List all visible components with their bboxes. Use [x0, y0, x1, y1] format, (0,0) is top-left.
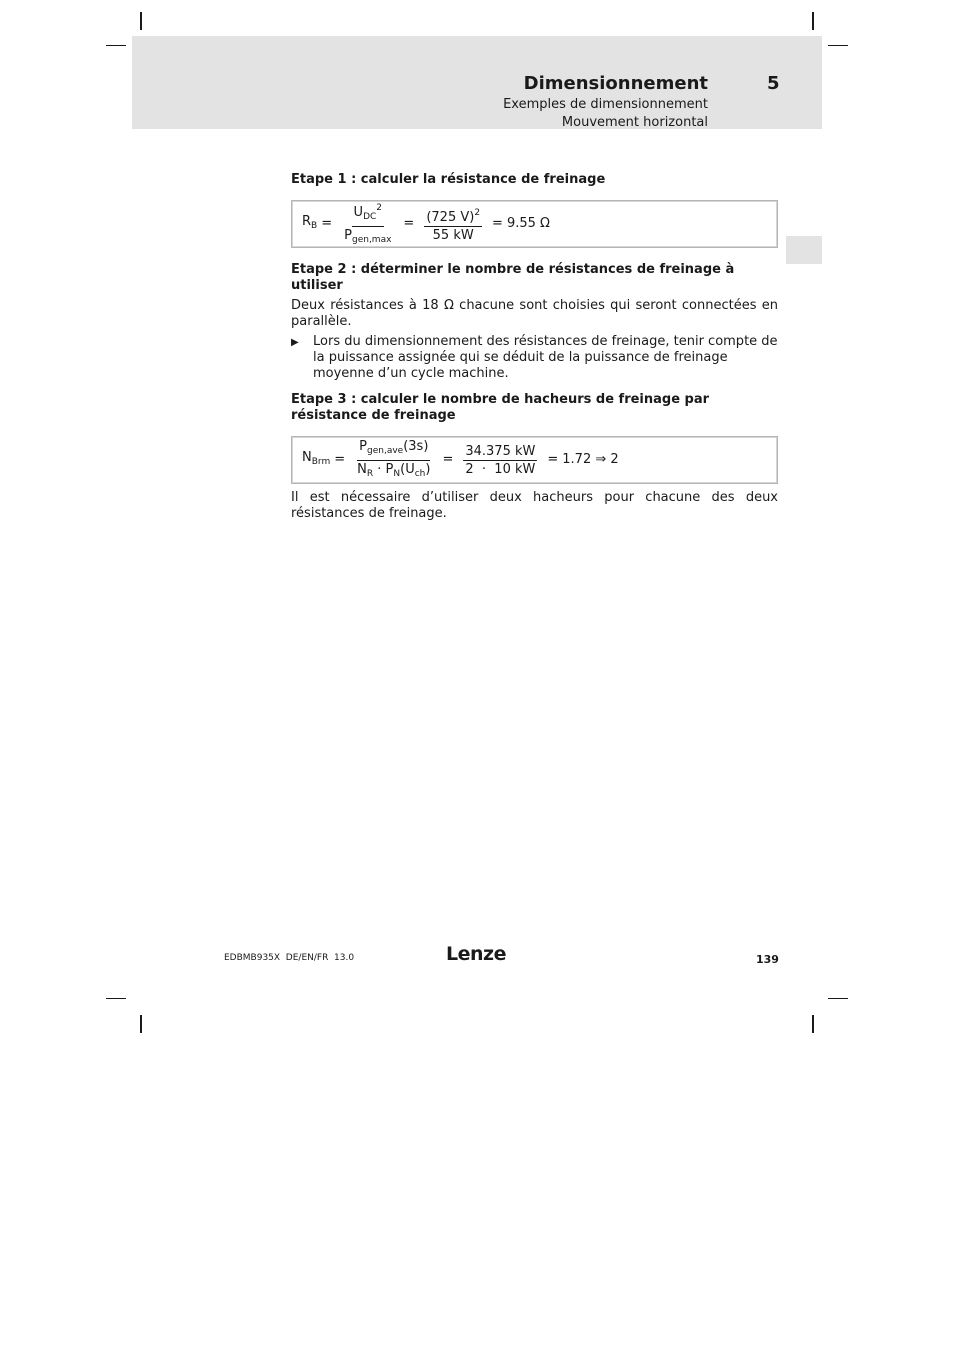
- step2-heading: Etape 2 : déterminer le nombre de résistances de freinage à utiliser: [291, 262, 735, 293]
- formula-result: 1.72 ⇒ 2: [562, 452, 619, 467]
- crop-mark: [140, 1015, 142, 1033]
- fraction: $\frac{(725 V)^2}{55 kW}$: [426, 207, 481, 243]
- header-band: [132, 36, 822, 129]
- formula-braking-resistance: $R_B$ = $\frac{U_{DC}^2}{P_{gen,max}}$ = $\frac{(725 V)^2}{55 kW}$ = 9.55 Ω: [291, 200, 778, 248]
- lenze-logo: Lenze: [446, 943, 506, 965]
- crop-mark: [812, 12, 814, 30]
- page-number: 139: [756, 953, 779, 966]
- chapter-side-tab: [786, 236, 822, 264]
- document-code: EDBMB935X DE/EN/FR 13.0: [224, 953, 355, 963]
- chapter-title: Dimensionnement: [523, 73, 708, 94]
- crop-mark: [828, 998, 848, 999]
- formula-brake-chopper-count: $N_{Brm}$ = $\frac{P_{gen,ave}(3s)}{N_R \cdot P_N(U_{ch})}$ = $\frac{34.375 kW}{2 \cdot 10 kW}$ = 1.72 ⇒ 2: [291, 436, 778, 484]
- list-item: [291, 334, 778, 382]
- step1-heading: Etape 1 : calculer la résistance de freinage: [291, 172, 606, 187]
- step3-paragraph: Il est nécessaire d’utiliser deux hacheurs pour chacune des deux résistances de freinage.: [291, 490, 778, 521]
- step2-paragraph: Deux résistances à 18 Ω chacune sont choisies qui seront connectées en parallèle.: [291, 298, 778, 329]
- formula-result: 9.55 Ω: [506, 216, 550, 231]
- crop-mark: [140, 12, 142, 30]
- section-subtitle-2: Mouvement horizontal: [561, 115, 708, 130]
- crop-mark: [828, 45, 848, 46]
- chapter-number: 5: [767, 73, 780, 94]
- page-content: [291, 172, 778, 522]
- fraction: $\frac{P_{gen,ave}(3s)}{N_R \cdot P_N(U_{ch})}$: [357, 438, 431, 479]
- triangle-bullet-icon: ▶: [291, 337, 299, 348]
- crop-mark: [812, 1015, 814, 1033]
- fraction: $\frac{U_{DC}^2}{P_{gen,max}}$: [344, 202, 392, 245]
- step3-heading: Etape 3 : calculer le nombre de hacheurs de freinage par résistance de freinage: [291, 392, 710, 423]
- bullet-text: Lors du dimensionnement des résistances de freinage, tenir compte de la puissance assignée qui se déduit de la puissance de freinage moyenne d’un cycle machine.: [313, 334, 778, 381]
- section-subtitle: Exemples de dimensionnement: [503, 97, 708, 112]
- crop-mark: [106, 998, 126, 999]
- crop-mark: [106, 45, 126, 46]
- fraction: $\frac{34.375 kW}{2 \cdot 10 kW}$: [465, 443, 536, 477]
